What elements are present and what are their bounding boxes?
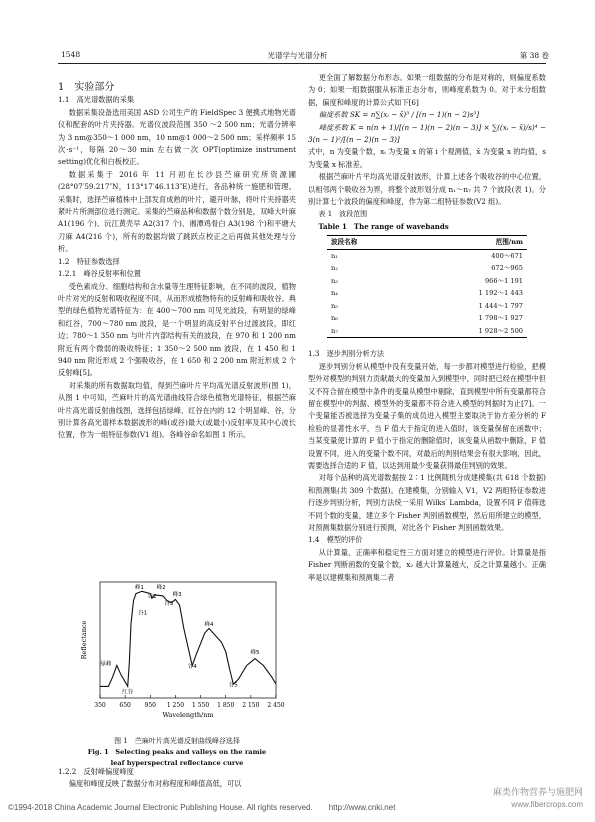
page-number: 1548	[61, 50, 81, 59]
band-range: 1 928～2 500	[478, 326, 523, 335]
table-row	[327, 312, 527, 325]
figure-caption-en: Fig. 1 Selecting peaks and valleys on the ramie	[87, 748, 267, 756]
paragraph: 偏度和峰度反映了数据分布对称程度和峰值高低，可以	[68, 779, 242, 789]
subsection-heading: 1.1 高光谱数据的采集	[58, 95, 135, 105]
subsection-heading: 1.2.2 反射峰偏度峰度	[58, 767, 134, 776]
x-tick-label: 1 250	[166, 702, 185, 709]
peak-valley-label: 峰4	[204, 622, 214, 629]
y-axis-label: Reflectance	[80, 620, 88, 660]
reflectance-chart	[76, 576, 285, 726]
table-caption-en: Table 1 The range of wavebands	[318, 221, 449, 231]
table-row	[327, 275, 527, 288]
paragraph: 对采集的所有数据取均值，得到苎麻叶片平均高光谱反射波形(图 1)，从图 1 中可知，苎麻叶片的高光谱曲线符合绿色植物光谱特征，根据苎麻叶片高光谱反射曲线图，选择包括绿峰、红谷在内的 12 个明显峰、谷，分别计算各高光谱样本数据波形的峰(或谷)最大(或最小)反射率及其中心波长位置，作为一组特征参数(V1 组)。各峰谷命名如图 1 所示。	[58, 380, 296, 440]
band-range: 1 444～1 797	[478, 301, 523, 310]
subsection-heading: 1.3 逐步判别分析方法	[308, 349, 385, 359]
peak-valley-label: 峰1	[134, 584, 144, 591]
equation-skewness: 偏度系数 SK = n∑(xᵢ − x̄)³ / [(n − 1)(n − 2)s³]	[318, 110, 480, 120]
left-column	[58, 82, 296, 442]
watermark: 麻类作物营养与施肥网	[492, 787, 583, 797]
band-range: 1 192～1 443	[478, 289, 523, 298]
table-row	[327, 287, 527, 300]
peak-valley-label: 谷1	[138, 610, 148, 617]
volume-label: 第 38 卷	[519, 51, 549, 60]
paragraph: 从计算量、正确率和稳定性三方面对建立的模型进行评价。计算量是指 Fisher 判断函数的变量个数，x₂ 越大计算量越大，反之计算量越小。正确率是以建模集和预测集二者	[308, 547, 546, 582]
peak-valley-label: 谷4	[187, 663, 197, 670]
peak-valley-label: 谷2	[147, 594, 157, 601]
running-header	[0, 50, 595, 64]
table-row	[327, 262, 527, 275]
paragraph: 逐步判别分析从模型中没有变量开始，每一步都对模型进行检验，把模型外对模型的判别力贡献最大的变量加入到模型中，同时把已经在模型中但又不符合留在模型中条件的变量从模型中剔除，直到模型中所有变量都符合留在模型中的判据、模型外的变量都不符合进入模型的判据时为止[7]。一个变量能否被选择为变量子集的成员进入模型主要取决于协方差分析的 F 检验的显著性水平，当 F 值大于指定的进入值时，该变量保留在函数中；当某变量使计算的 F 值小于指定的删除值时，该变量从函数中删除，F 值设置不同，进入的变量个数不同，对最后的判别结果会有很大影响，因此，需要选择合适的 F 值，以达到用最少变量获得最佳判别的效果。	[308, 361, 546, 470]
subsection-heading: 1.2 特征参数选择	[58, 256, 120, 266]
figure-caption-cn: 图 1 苎麻叶片高光谱反射曲线峰谷选择	[114, 737, 240, 745]
peak-valley-label: 峰3	[172, 591, 182, 598]
footer-copyright: ©1994-2018 China Academic Journal Electronic Publishing House. All rights reserved. http://www.cnki.net	[8, 803, 396, 812]
plot-frame	[100, 582, 276, 698]
x-tick-label: 950	[144, 702, 157, 709]
journal-title: 光谱学与光谱分析	[267, 51, 328, 60]
x-tick-label: 2 150	[242, 702, 260, 709]
band-range: 672～965	[491, 264, 523, 273]
peak-valley-label: 谷5	[228, 682, 238, 689]
table-header: 范围/nm	[495, 238, 523, 247]
paragraph: 式中，n 为变量个数，xᵢ 为变量 x 的第 i 个观测值，x̄ 为变量 x 的均值，s 为变量 x 标准差。	[308, 147, 546, 169]
table-caption-cn: 表 1 波段范围	[318, 210, 368, 219]
table-row	[327, 300, 527, 313]
paragraph: 对每个品种的高光谱数据按 2∶1 比例随机分成建模集(共 618 个数据)和预测集(共 309 个数据)。在建模集，分别输入 V1，V2 两组特征参数进行逐步判别分析，判别方法统一采用 Wilks′ Lambda，设置不同 F 值筛选不同个数的变量，建立多个 Fisher 判别函数模型，然后用所建立的模型，对预测集数据分别进行预测，对比各个 Fisher 判别函数效果。	[308, 473, 546, 532]
x-tick-label: 650	[119, 702, 131, 709]
band-name: n₆	[331, 314, 338, 323]
table-header: 波段名称	[331, 238, 358, 247]
peak-valley-label: 峰5	[250, 649, 260, 656]
figure-1-chart	[76, 576, 285, 726]
paragraph: 数据采集设备选用美国 ASD 公司生产的 FieldSpec 3 便携式地物光谱仪和配套的叶片夹持器。光谱仪波段范围 350 ～2 500 nm；光谱分辨率为 3 nm@350～1 000 nm，10 nm@1 000～2 500 nm；采样频率 15 次·s⁻¹，每隔 20～30 min 左右做一次 OPT(optimize instrument setting)优化和白板校正。	[58, 107, 296, 167]
paragraph: 受色素成分、细胞结构和含水量等生理特征影响，在不同的波段，植物叶片对光的反射和吸收程度不同，从而形成植物特有的反射峰和吸收谷。典型的绿色植物光谱特征为：在 400～700 nm 可见光波段，有明显的绿峰和红谷，700～780 nm 波段，是一个明显的高反射平台过渡波段，即红边；780～1 350 nm 与叶片内部结构有关的波段，在 970 和 1 200 nm 附近有两个微弱的吸收特征；1 350～2 500 nm 波段，在 1 450 和 1 940 nm 附近形成 2 个强吸收谷，在 1 650 和 2 200 nm 附近形成 2 个反射峰[5]。	[58, 281, 296, 378]
figure-caption	[58, 736, 296, 769]
peak-valley-label: 绿峰	[100, 661, 112, 668]
peak-valley-label: 红谷	[122, 689, 134, 696]
paragraph: 更全面了解数据分布形态。如果一组数据的分布是对称的，则偏度系数为 0；如果一组数据服从标准正态分布，则峰度系数为 0。对于未分组数据，偏度和峰度的计算公式如下[6]	[308, 73, 546, 107]
x-tick-label: 1 850	[217, 702, 235, 709]
paragraph: 根据苎麻叶片平均高光谱反射波形，计算上述各个吸收谷的中心位置，以相邻两个吸收谷为界，将整个波形划分成 n₁～n₇ 共 7 个波段(表 1)。分别计算七个波段的偏度和峰度，作为第二组特征参数(V2 组)。	[308, 172, 546, 207]
subsection-heading: 1.2.1 峰谷反射率和位置	[58, 269, 141, 279]
x-tick-label: 350	[94, 702, 106, 709]
paragraph: 数据采集于 2016 年 11 月初在长沙县苎麻研究所资源圃(28°07′59.217″N，113°17′46.113″E)进行，各品种统一施肥和管理。采集时，选择苎麻植株中上部发育成熟的叶片，避开叶脉，将叶片夹持器夹紧叶片所测部位进行测定。采集的苎麻品种和数据个数分别是，双峰大叶麻 A1(196 个)、沅江黄壳早 A2(317 个)、湘潭鸡骨白 A3(198 个)和平塘大刀麻 A4(216 个)，所有的数据均做了跳跃点校正之后再做其他处理与分析。	[58, 169, 296, 254]
x-tick-label: 2 450	[267, 702, 285, 709]
band-range: 966～1 191	[484, 276, 523, 285]
band-range: 400～671	[491, 251, 523, 260]
band-name: n₂	[331, 264, 338, 273]
x-tick-label: 1 550	[191, 702, 210, 709]
figure-caption-en-2: leaf hyperspectral reflectance curve	[110, 759, 244, 767]
x-axis-label: Wavelength/nm	[162, 711, 214, 719]
table-row	[327, 325, 527, 338]
band-name: n₁	[331, 251, 338, 260]
series-line	[100, 591, 276, 689]
band-name: n₇	[331, 326, 338, 335]
subsection-heading: 1.4 模型的评价	[308, 535, 363, 545]
waveband-table	[327, 235, 527, 338]
table-row	[327, 249, 527, 262]
peak-valley-label: 峰2	[156, 584, 166, 591]
watermark-url: www.fibercrops.com	[511, 800, 583, 809]
section-heading: 1 实验部分	[58, 82, 115, 93]
left-column-bottom	[58, 766, 296, 791]
band-name: n₅	[331, 301, 338, 310]
right-column	[308, 72, 546, 584]
band-name: n₃	[331, 276, 338, 285]
header-rule	[58, 63, 546, 64]
peak-valley-label: 谷3	[164, 601, 174, 608]
band-range: 1 798～1 927	[478, 314, 523, 323]
band-name: n₄	[331, 289, 338, 298]
equation-kurtosis: 峰度系数 K = n(n + 1)/[(n − 1)(n − 2)(n − 3)] × ∑((xᵢ − x̄)/s)⁴ − 3(n − 1)²/[(n − 2)(n − 3)]	[308, 122, 546, 145]
